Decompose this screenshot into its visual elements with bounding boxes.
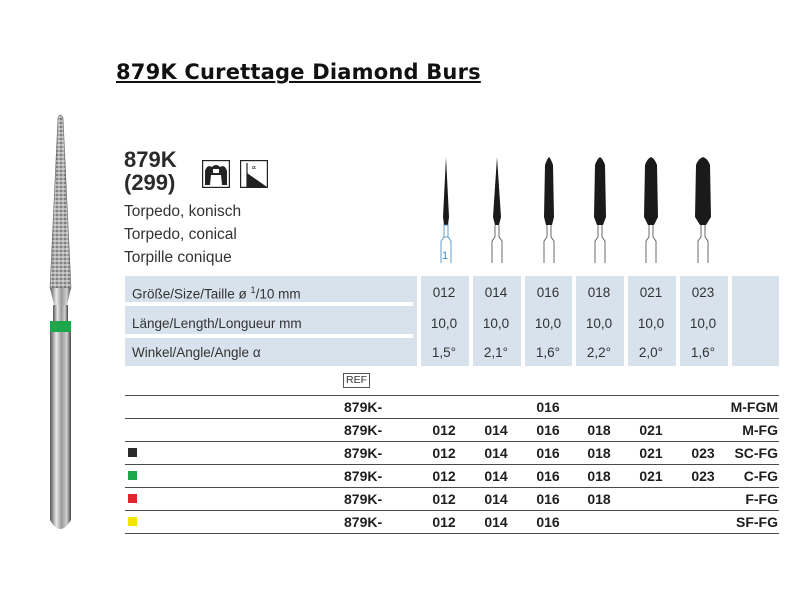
order-size: 021 <box>639 422 663 438</box>
bur-names <box>124 200 241 269</box>
angle-icon <box>240 160 268 188</box>
grit-color-swatch <box>128 494 137 503</box>
size-cell: 012 <box>432 285 456 300</box>
shank-type: SF-FG <box>736 514 778 530</box>
order-code: 879K- <box>344 399 383 415</box>
order-size: 012 <box>432 491 456 507</box>
spec-label-size: Größe/Size/Taille ø $^1$/10 mm <box>132 285 301 302</box>
length-cell: 10,0 <box>585 316 613 331</box>
order-size: 014 <box>484 422 508 438</box>
order-size: 012 <box>432 514 456 530</box>
order-code: 879K- <box>344 445 383 461</box>
grit-color-swatch <box>128 471 137 480</box>
order-size: 016 <box>536 491 560 507</box>
svg-text:∝: ∝ <box>251 163 257 172</box>
angle-cell: 1,5° <box>431 345 457 360</box>
spec-label-angle: Winkel/Angle/Angle α <box>132 345 261 360</box>
size-cell: 016 <box>536 285 560 300</box>
order-size: 021 <box>639 468 663 484</box>
order-row <box>125 487 779 510</box>
order-code: 879K- <box>344 514 383 530</box>
order-size: 016 <box>536 468 560 484</box>
length-cell: 10,0 <box>482 316 510 331</box>
size-cell: 018 <box>587 285 611 300</box>
length-cell: 10,0 <box>534 316 562 331</box>
iso-code: (299) <box>124 170 176 195</box>
order-code: 879K- <box>344 468 383 484</box>
order-size: 023 <box>691 468 715 484</box>
shank-type: C-FG <box>743 468 778 484</box>
order-row <box>125 418 779 441</box>
page-title: 879K Curettage Diamond Burs <box>116 60 481 84</box>
bur-silhouette-021 <box>639 155 663 265</box>
order-size: 012 <box>432 422 456 438</box>
bur-silhouette-023 <box>691 155 715 265</box>
order-row <box>125 510 779 534</box>
size-cell: 021 <box>639 285 663 300</box>
order-size: 014 <box>484 514 508 530</box>
order-size: 016 <box>536 422 560 438</box>
order-row <box>125 441 779 464</box>
crown-prep-icon <box>202 160 230 188</box>
angle-cell: 2,2° <box>586 345 612 360</box>
length-cell: 10,0 <box>430 316 458 331</box>
grit-color-swatch <box>128 448 137 457</box>
order-size: 018 <box>587 422 611 438</box>
product-code-block <box>124 148 177 194</box>
bur-silhouette-016 <box>537 155 561 265</box>
order-size: 016 <box>536 399 560 415</box>
silhouette-label: 1 <box>442 250 449 262</box>
order-size: 018 <box>587 468 611 484</box>
bur-silhouette-012 <box>434 155 458 265</box>
order-size: 016 <box>536 514 560 530</box>
ref-label: REF <box>343 373 370 388</box>
size-cell: 023 <box>691 285 715 300</box>
length-cell: 10,0 <box>637 316 665 331</box>
length-cell: 10,0 <box>689 316 717 331</box>
grit-color-swatch <box>128 517 137 526</box>
bur-silhouette-014 <box>485 155 509 265</box>
angle-cell: 2,1° <box>483 345 509 360</box>
bur-silhouette-018 <box>588 155 612 265</box>
spec-label-length: Länge/Length/Longueur mm <box>132 316 302 331</box>
order-size: 018 <box>587 445 611 461</box>
angle-cell: 1,6° <box>535 345 561 360</box>
name-english: Torpedo, conical <box>124 226 237 243</box>
order-code: 879K- <box>344 491 383 507</box>
shank-type: F-FG <box>745 491 778 507</box>
order-size: 014 <box>484 445 508 461</box>
shank-type: SC-FG <box>734 445 778 461</box>
shank-type: M-FG <box>742 422 778 438</box>
angle-cell: 2,0° <box>638 345 664 360</box>
product-code: 879K <box>124 147 177 172</box>
order-size: 012 <box>432 445 456 461</box>
angle-cell: 1,6° <box>690 345 716 360</box>
order-size: 014 <box>484 468 508 484</box>
order-size: 018 <box>587 491 611 507</box>
order-row <box>125 464 779 487</box>
order-size: 014 <box>484 491 508 507</box>
size-cell: 014 <box>484 285 508 300</box>
order-row <box>125 395 779 418</box>
shank-type: M-FGM <box>730 399 778 415</box>
bur-photo <box>40 110 86 540</box>
order-size: 021 <box>639 445 663 461</box>
order-size: 023 <box>691 445 715 461</box>
name-french: Torpille conique <box>124 249 232 266</box>
order-size: 012 <box>432 468 456 484</box>
order-code: 879K- <box>344 422 383 438</box>
name-german: Torpedo, konisch <box>124 203 242 220</box>
order-size: 016 <box>536 445 560 461</box>
